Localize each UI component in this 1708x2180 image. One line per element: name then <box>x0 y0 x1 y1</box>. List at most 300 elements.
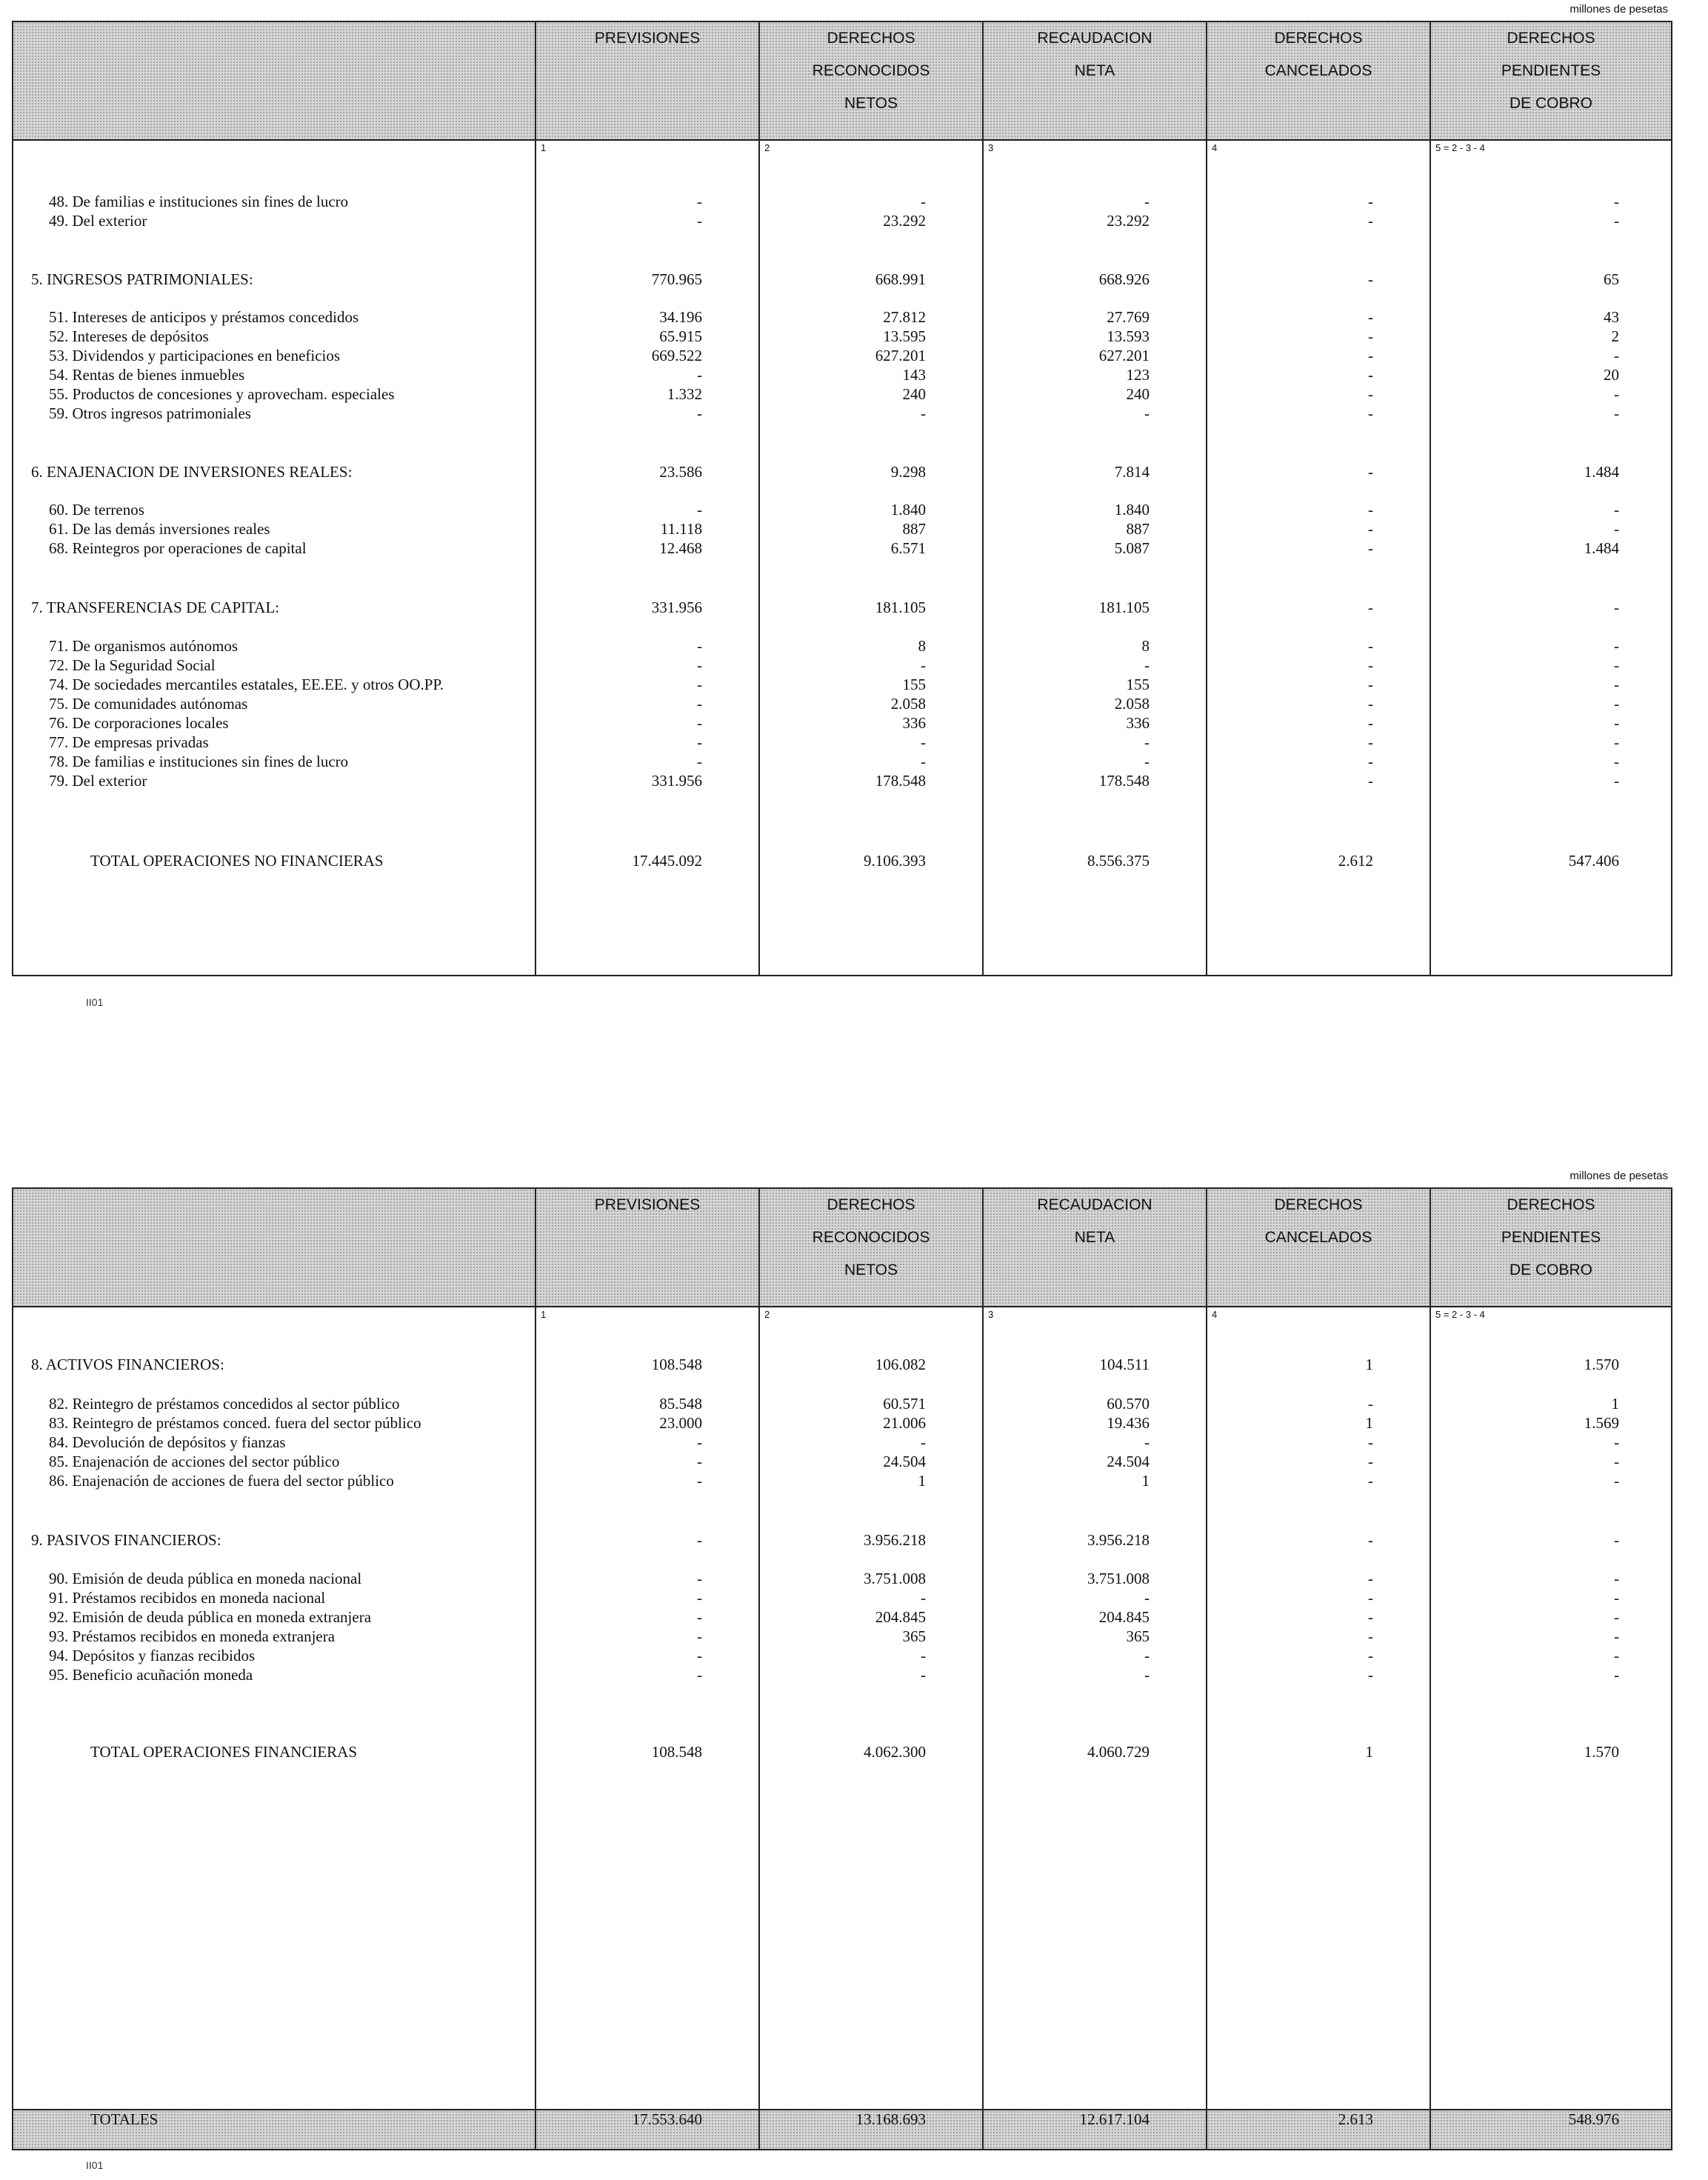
value-cell: - <box>1614 1570 1619 1587</box>
column-number <box>1207 1307 1430 1328</box>
value-cell: 108.548 <box>651 1743 702 1761</box>
value-cell: - <box>1368 501 1373 519</box>
value-cell: 336 <box>1126 714 1150 732</box>
value-cell: 13.595 <box>883 327 926 345</box>
value-cell: 60.570 <box>1107 1395 1150 1413</box>
concept-label: 83. Reintegro de préstamos conced. fuera del sector público <box>49 1414 421 1432</box>
value-cell: - <box>697 501 702 519</box>
value-cell: 668.991 <box>875 270 926 288</box>
panel-operaciones-no-financieras <box>0 0 1708 1037</box>
value-cell: 106.082 <box>875 1356 926 1373</box>
value-cell: 20 <box>1604 366 1619 384</box>
value-cell: - <box>1144 733 1150 751</box>
value-cell: - <box>1368 1647 1373 1664</box>
concept-label: 79. Del exterior <box>49 772 147 790</box>
concept-label: 68. Reintegros por operaciones de capital <box>49 539 307 557</box>
value-cell: 1.840 <box>1114 501 1150 519</box>
value-cell: 108.548 <box>651 1356 702 1373</box>
value-cell: - <box>1614 714 1619 732</box>
value-cell: - <box>1368 385 1373 403</box>
value-cell: 204.845 <box>875 1608 926 1626</box>
column-number <box>1430 140 1672 161</box>
totales-cell <box>759 2110 983 2150</box>
concept-label: 92. Emisión de deuda pública en moneda extranjera <box>49 1608 372 1626</box>
totales-cell <box>983 2110 1207 2150</box>
value-cell: 60.571 <box>883 1395 926 1413</box>
value-cell: 23.292 <box>883 212 926 230</box>
concept-label: 71. De organismos autónomos <box>49 637 238 655</box>
concept-label: 90. Emisión de deuda pública en moneda nacional <box>49 1570 362 1587</box>
totales-label: TOTALES <box>90 2110 159 2128</box>
header-previsiones <box>536 1188 759 1307</box>
value-cell: - <box>1614 1666 1619 1684</box>
value-cell: - <box>1368 404 1373 422</box>
value-cell: - <box>1614 1453 1619 1470</box>
header-line: RECAUDACION <box>1037 1196 1152 1213</box>
value-cell: 181.105 <box>1098 599 1150 616</box>
value-cell: 331.956 <box>651 772 702 790</box>
concept-label: 76. De corporaciones locales <box>49 714 229 732</box>
derechos-reconocidos-column <box>759 1328 983 2110</box>
value-cell: 8 <box>1141 637 1150 655</box>
value-cell: 155 <box>902 676 926 693</box>
header-line: NETA <box>1074 1229 1115 1246</box>
previsiones-column <box>536 161 759 976</box>
header-line: NETA <box>1074 62 1115 79</box>
value-cell: 104.511 <box>1099 1356 1150 1373</box>
value-cell: 85.548 <box>659 1395 702 1413</box>
value-cell: - <box>1144 1589 1150 1607</box>
table-no-financieras <box>12 21 1672 976</box>
value-cell: - <box>1368 1627 1373 1645</box>
value-cell: - <box>1368 308 1373 326</box>
header-line: DE COBRO <box>1509 95 1592 112</box>
header-line: RECONOCIDOS <box>812 1229 930 1246</box>
value-cell: - <box>1368 1570 1373 1587</box>
header-line: PENDIENTES <box>1501 62 1601 79</box>
value-cell: 11.118 <box>660 520 702 538</box>
value-cell: - <box>921 404 926 422</box>
column-number <box>536 1307 759 1328</box>
value-cell: - <box>1614 1472 1619 1490</box>
value-cell: - <box>1614 1531 1619 1549</box>
value-cell: - <box>1614 676 1619 693</box>
value-cell: 17.445.092 <box>632 852 702 870</box>
value-cell: 6.571 <box>890 539 926 557</box>
value-cell: - <box>1368 520 1373 538</box>
totales-cell <box>536 2110 759 2150</box>
body-row <box>13 161 1672 976</box>
value-cell: 178.548 <box>875 772 926 790</box>
value-cell: 19.436 <box>1107 1414 1150 1432</box>
recaudacion-neta-column <box>983 161 1207 976</box>
value-cell: - <box>697 1472 702 1490</box>
value-cell: - <box>1614 1627 1619 1645</box>
value-cell: - <box>921 1589 926 1607</box>
header-line: NETOS <box>844 1261 898 1279</box>
value-cell: 1 <box>1365 1356 1373 1373</box>
value-cell: 240 <box>902 385 926 403</box>
value-cell: 204.845 <box>1098 1608 1150 1626</box>
table-financieras <box>12 1187 1672 2150</box>
totales-cell <box>1430 2110 1672 2150</box>
value-cell: - <box>697 404 702 422</box>
value-cell: - <box>1368 212 1373 230</box>
column-number-text: 1 <box>541 1309 547 1320</box>
value-cell: 65 <box>1604 270 1619 288</box>
total-label: TOTAL OPERACIONES FINANCIERAS <box>90 1743 358 1761</box>
value-cell: - <box>1614 753 1619 770</box>
value-cell: 23.000 <box>659 1414 702 1432</box>
value-cell: - <box>1368 1666 1373 1684</box>
body-row <box>13 1328 1672 2110</box>
concept-column <box>13 1328 536 2110</box>
value-cell: - <box>1614 212 1619 230</box>
header-line: DERECHOS <box>827 30 915 47</box>
value-cell: - <box>1614 637 1619 655</box>
column-number-blank <box>13 140 536 161</box>
totales-row <box>13 2110 1672 2150</box>
value-cell: - <box>1614 733 1619 751</box>
value-cell: 1.570 <box>1584 1743 1619 1761</box>
value-cell: - <box>921 193 926 210</box>
value-cell: - <box>1368 1433 1373 1451</box>
value-cell: 8 <box>918 637 926 655</box>
value-cell: 123 <box>1126 366 1150 384</box>
column-number-row <box>13 1307 1672 1328</box>
concept-label: 78. De familias e instituciones sin fines de lucro <box>49 753 349 770</box>
value-cell: 178.548 <box>1098 772 1150 790</box>
page-code: II01 <box>86 2159 104 2171</box>
value-cell: 240 <box>1126 385 1150 403</box>
value-cell: 668.926 <box>1098 270 1150 288</box>
value-cell: - <box>1614 347 1619 364</box>
value-cell: - <box>1368 193 1373 210</box>
value-cell: - <box>1368 733 1373 751</box>
header-line: DERECHOS <box>827 1196 915 1213</box>
previsiones-column <box>536 1328 759 2110</box>
value-cell: 3.956.218 <box>1087 1531 1150 1549</box>
concept-label: 82. Reintegro de préstamos concedidos al sector público <box>49 1395 400 1413</box>
value-cell: 13.593 <box>1107 327 1150 345</box>
header-derechos-pendientes <box>1430 21 1672 140</box>
concept-label: 55. Productos de concesiones y aprovecham. especiales <box>49 385 395 403</box>
section-label: 5. INGRESOS PATRIMONIALES: <box>31 270 253 288</box>
concept-label: 93. Préstamos recibidos en moneda extranjera <box>49 1627 336 1645</box>
value-cell: - <box>1368 599 1373 616</box>
value-cell: 331.956 <box>651 599 702 616</box>
header-line: DERECHOS <box>1274 1196 1363 1213</box>
value-cell: 547.406 <box>1568 852 1619 870</box>
column-number-row <box>13 140 1672 161</box>
column-number-text: 1 <box>541 142 547 153</box>
header-line: DERECHOS <box>1507 30 1595 47</box>
column-number <box>1430 1307 1672 1328</box>
header-derechos-cancelados <box>1207 1188 1430 1307</box>
value-cell: 627.201 <box>875 347 926 364</box>
value-cell: - <box>1614 1433 1619 1451</box>
section-label: 8. ACTIVOS FINANCIEROS: <box>31 1356 224 1373</box>
value-cell: 9.106.393 <box>864 852 926 870</box>
value-cell: - <box>697 733 702 751</box>
value-cell: - <box>1614 404 1619 422</box>
value-cell: - <box>697 212 702 230</box>
value-cell: - <box>1144 753 1150 770</box>
concept-label: 59. Otros ingresos patrimoniales <box>49 404 251 422</box>
value-cell: - <box>1614 656 1619 674</box>
value-cell: - <box>1614 599 1619 616</box>
value-cell: 143 <box>902 366 926 384</box>
derechos-pendientes-column <box>1430 161 1672 976</box>
concept-label: 54. Rentas de bienes inmuebles <box>49 366 245 384</box>
value-cell: 43 <box>1604 308 1619 326</box>
value-cell: 3.956.218 <box>864 1531 926 1549</box>
value-cell: 1.484 <box>1584 463 1619 481</box>
concept-label: 84. Devolución de depósitos y fianzas <box>49 1433 286 1451</box>
concept-label: 49. Del exterior <box>49 212 147 230</box>
value-cell: - <box>697 714 702 732</box>
value-cell: 34.196 <box>659 308 702 326</box>
value-cell: 24.504 <box>1107 1453 1150 1470</box>
value-cell: 9.298 <box>890 463 926 481</box>
value-cell: - <box>1368 539 1373 557</box>
value-cell: - <box>1368 347 1373 364</box>
value-cell: 2.058 <box>890 695 926 713</box>
column-number <box>759 140 983 161</box>
value-cell: - <box>697 1627 702 1645</box>
value-cell: - <box>697 1453 702 1470</box>
value-cell: - <box>921 656 926 674</box>
value-cell: - <box>697 366 702 384</box>
value-cell: 365 <box>1126 1627 1150 1645</box>
recaudacion-neta-column <box>983 1328 1207 2110</box>
value-cell: 1.570 <box>1584 1356 1619 1373</box>
derechos-cancelados-column <box>1207 1328 1430 2110</box>
value-cell: 3.751.008 <box>1087 1570 1150 1587</box>
column-number-text: 2 <box>764 1309 770 1320</box>
value-cell: - <box>1614 193 1619 210</box>
concept-label: 77. De empresas privadas <box>49 733 209 751</box>
value-cell: 336 <box>902 714 926 732</box>
concept-label: 72. De la Seguridad Social <box>49 656 216 674</box>
value-cell: - <box>697 1570 702 1587</box>
units-label: millones de pesetas <box>1569 3 1668 16</box>
header-line: DE COBRO <box>1509 1261 1592 1279</box>
concept-label: 86. Enajenación de acciones de fuera del sector público <box>49 1472 394 1490</box>
header-line: CANCELADOS <box>1264 62 1372 79</box>
value-cell: - <box>1368 1531 1373 1549</box>
value-cell: 3.751.008 <box>864 1570 926 1587</box>
header-line: NETOS <box>844 95 898 112</box>
value-cell: - <box>921 753 926 770</box>
value-cell: - <box>697 1666 702 1684</box>
totales-derechos-reconocidos: 13.168.693 <box>855 2110 926 2128</box>
value-cell: - <box>1368 714 1373 732</box>
header-row <box>13 1188 1672 1307</box>
total-label: TOTAL OPERACIONES NO FINANCIERAS <box>90 852 384 870</box>
value-cell: 21.006 <box>883 1414 926 1432</box>
concept-label: 52. Intereses de depósitos <box>49 327 209 345</box>
page-code: II01 <box>86 996 104 1008</box>
value-cell: 1 <box>918 1472 926 1490</box>
value-cell: - <box>697 695 702 713</box>
totales-previsiones: 17.553.640 <box>632 2110 702 2128</box>
value-cell: 365 <box>902 1627 926 1645</box>
value-cell: - <box>697 637 702 655</box>
value-cell: - <box>1368 676 1373 693</box>
value-cell: - <box>1144 1666 1150 1684</box>
value-cell: - <box>697 193 702 210</box>
value-cell: 27.812 <box>883 308 926 326</box>
value-cell: 155 <box>1126 676 1150 693</box>
totales-recaudacion-neta: 12.617.104 <box>1079 2110 1150 2128</box>
column-number-text: 4 <box>1212 142 1218 153</box>
value-cell: - <box>1614 1589 1619 1607</box>
value-cell: - <box>1368 637 1373 655</box>
header-derechos-reconocidos <box>759 21 983 140</box>
section-label: 7. TRANSFERENCIAS DE CAPITAL: <box>31 599 280 616</box>
value-cell: - <box>697 1647 702 1664</box>
header-row <box>13 21 1672 140</box>
value-cell: 4.060.729 <box>1087 1743 1150 1761</box>
header-line: PREVISIONES <box>594 30 701 47</box>
concept-label: 60. De terrenos <box>49 501 144 519</box>
value-cell: - <box>1368 1608 1373 1626</box>
concept-label: 53. Dividendos y participaciones en beneficios <box>49 347 341 364</box>
header-line: DERECHOS <box>1507 1196 1595 1213</box>
totales-cell <box>1207 2110 1430 2150</box>
value-cell: 1.569 <box>1584 1414 1619 1432</box>
value-cell: - <box>1614 772 1619 790</box>
concept-label: 94. Depósitos y fianzas recibidos <box>49 1647 256 1664</box>
header-line: PENDIENTES <box>1501 1229 1601 1246</box>
value-cell: - <box>697 1531 702 1549</box>
value-cell: 24.504 <box>883 1453 926 1470</box>
panel-operaciones-financieras <box>0 1167 1708 2180</box>
value-cell: - <box>1368 656 1373 674</box>
column-number <box>1207 140 1430 161</box>
value-cell: - <box>1368 1453 1373 1470</box>
header-recaudacion-neta <box>983 1188 1207 1307</box>
concept-label: 91. Préstamos recibidos en moneda nacional <box>49 1589 326 1607</box>
value-cell: 2 <box>1611 327 1619 345</box>
header-derechos-cancelados <box>1207 21 1430 140</box>
value-cell: - <box>1144 193 1150 210</box>
value-cell: - <box>1368 695 1373 713</box>
value-cell: - <box>1368 753 1373 770</box>
value-cell: - <box>1144 1433 1150 1451</box>
value-cell: - <box>921 1666 926 1684</box>
column-number <box>983 1307 1207 1328</box>
header-line: PREVISIONES <box>594 1196 701 1213</box>
header-label-cell <box>13 21 536 140</box>
value-cell: 181.105 <box>875 599 926 616</box>
value-cell: - <box>921 733 926 751</box>
value-cell: 1.332 <box>667 385 702 403</box>
column-number-blank <box>13 1307 536 1328</box>
value-cell: 23.586 <box>659 463 702 481</box>
value-cell: 2.058 <box>1114 695 1150 713</box>
value-cell: - <box>1368 1589 1373 1607</box>
concept-label: 48. De familias e instituciones sin fines de lucro <box>49 193 349 210</box>
header-line: DERECHOS <box>1274 30 1363 47</box>
column-number-text: 4 <box>1212 1309 1218 1320</box>
value-cell: 1 <box>1611 1395 1619 1413</box>
column-number <box>536 140 759 161</box>
header-label-cell <box>13 1188 536 1307</box>
value-cell: - <box>697 1608 702 1626</box>
header-previsiones <box>536 21 759 140</box>
value-cell: - <box>1614 1647 1619 1664</box>
column-number-text: 3 <box>988 1309 994 1320</box>
column-number-text: 5 = 2 - 3 - 4 <box>1435 1309 1485 1320</box>
value-cell: - <box>1368 327 1373 345</box>
column-number-text: 5 = 2 - 3 - 4 <box>1435 142 1485 153</box>
value-cell: - <box>1614 520 1619 538</box>
header-line: RECONOCIDOS <box>812 62 930 79</box>
value-cell: 887 <box>1126 520 1150 538</box>
value-cell: - <box>697 1589 702 1607</box>
value-cell: - <box>1368 772 1373 790</box>
value-cell: - <box>1144 1647 1150 1664</box>
header-line: RECAUDACION <box>1037 30 1152 47</box>
header-line: CANCELADOS <box>1264 1229 1372 1246</box>
value-cell: 27.769 <box>1107 308 1150 326</box>
value-cell: - <box>1368 1472 1373 1490</box>
value-cell: 1 <box>1365 1743 1373 1761</box>
header-recaudacion-neta <box>983 21 1207 140</box>
value-cell: - <box>1368 366 1373 384</box>
column-number-text: 3 <box>988 142 994 153</box>
value-cell: 7.814 <box>1114 463 1150 481</box>
value-cell: 887 <box>902 520 926 538</box>
value-cell: 1.840 <box>890 501 926 519</box>
derechos-cancelados-column <box>1207 161 1430 976</box>
value-cell: 770.965 <box>651 270 702 288</box>
value-cell: 1.484 <box>1584 539 1619 557</box>
section-label: 6. ENAJENACION DE INVERSIONES REALES: <box>31 463 353 481</box>
concept-label: 85. Enajenación de acciones del sector público <box>49 1453 340 1470</box>
value-cell: - <box>697 676 702 693</box>
value-cell: 5.087 <box>1114 539 1150 557</box>
column-number-text: 2 <box>764 142 770 153</box>
concept-label: 95. Beneficio acuñación moneda <box>49 1666 253 1684</box>
value-cell: - <box>1368 270 1373 288</box>
totales-label-cell <box>13 2110 536 2150</box>
header-derechos-pendientes <box>1430 1188 1672 1307</box>
value-cell: - <box>1614 695 1619 713</box>
value-cell: - <box>1368 1395 1373 1413</box>
concept-label: 74. De sociedades mercantiles estatales, EE.EE. y otros OO.PP. <box>49 676 444 693</box>
column-number <box>759 1307 983 1328</box>
value-cell: - <box>921 1433 926 1451</box>
value-cell: - <box>1368 463 1373 481</box>
concept-column <box>13 161 536 976</box>
value-cell: - <box>921 1647 926 1664</box>
value-cell: - <box>1144 404 1150 422</box>
value-cell: 1 <box>1141 1472 1150 1490</box>
value-cell: 8.556.375 <box>1087 852 1150 870</box>
value-cell: - <box>1614 1608 1619 1626</box>
totales-derechos-pendientes: 548.976 <box>1568 2110 1619 2128</box>
totales-derechos-cancelados: 2.613 <box>1338 2110 1373 2128</box>
section-label: 9. PASIVOS FINANCIEROS: <box>31 1531 221 1549</box>
value-cell: - <box>1144 656 1150 674</box>
value-cell: - <box>1614 385 1619 403</box>
value-cell: 627.201 <box>1098 347 1150 364</box>
units-label: millones de pesetas <box>1569 1170 1668 1182</box>
value-cell: 669.522 <box>651 347 702 364</box>
